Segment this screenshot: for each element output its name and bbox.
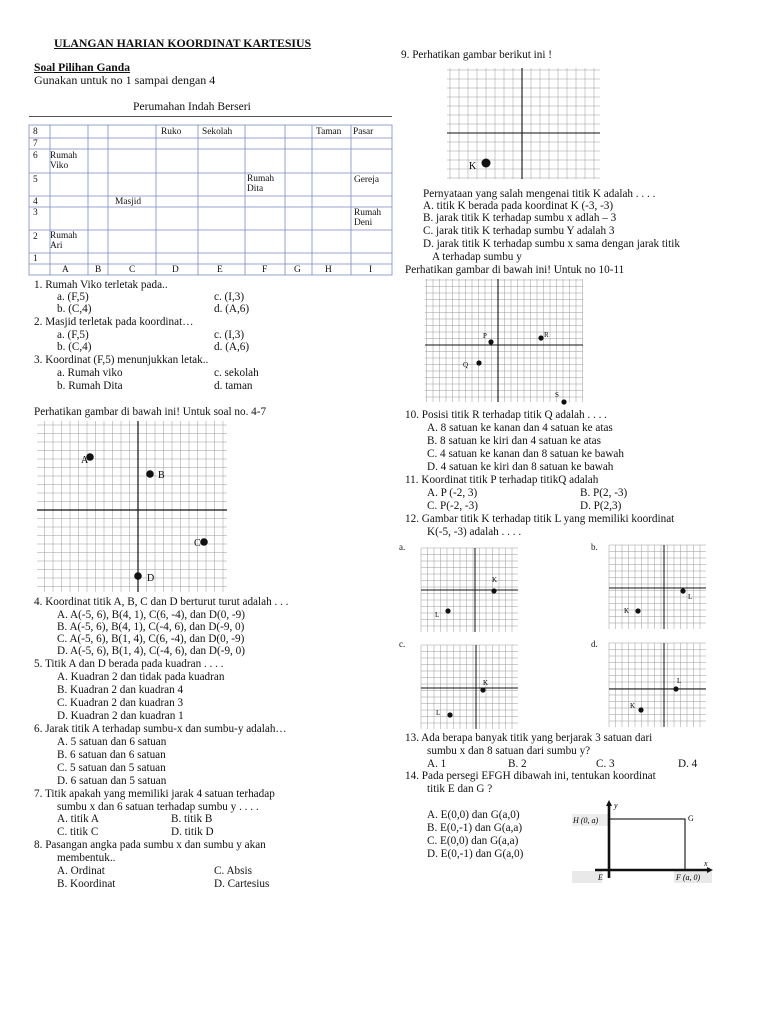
col-label-a: A [62, 265, 69, 275]
q9-option-a: A. titik K berada pada koordinat K (-3, -3) [423, 200, 614, 212]
q12-graph-b [609, 545, 706, 629]
row-label-6: 6 [33, 151, 38, 161]
q8-option-d: D. Cartesius [214, 878, 270, 890]
q1-option-a: a. (F,5) [57, 291, 89, 303]
row-label-8: 8 [33, 127, 38, 137]
q7-option-d: D. titik D [171, 826, 214, 838]
q13-stem-cont: sumbu x dan 8 satuan dari sumbu y? [427, 745, 591, 757]
q12-label-c: c. [399, 639, 406, 649]
row-label-3: 3 [33, 208, 38, 218]
q13-stem: 13. Ada berapa banyak titik yang berjarak 3 satuan dari [405, 732, 653, 744]
q7-option-b: B. titik B [171, 813, 213, 825]
place-rumah-viko: Rumah Viko [50, 151, 78, 171]
col-label-h: H [325, 265, 332, 275]
q13-option-b: B. 2 [508, 758, 527, 770]
q12-graph-a [421, 548, 518, 632]
q2-stem: 2. Masjid terletak pada koordinat… [34, 316, 194, 328]
row-label-1: 1 [33, 254, 38, 264]
q7-option-c: C. titik C [57, 826, 99, 838]
row-label-5: 5 [33, 175, 38, 185]
q2-option-a: a. (F,5) [57, 329, 89, 341]
q3-option-b: b. Rumah Dita [57, 380, 123, 392]
q6-option-a: A. 5 satuan dan 6 satuan [57, 736, 167, 748]
point-r [538, 335, 543, 340]
q9-option-d-cont: A terhadap sumbu y [432, 251, 522, 263]
q7-stem-cont: sumbu x dan 6 satuan terhadap sumbu y . . . . [57, 801, 259, 813]
q1-option-b: b. (C,4) [57, 303, 92, 315]
q9-option-c: C. jarak titik K terhadap sumbu Y adalah 3 [423, 225, 615, 237]
point-s [561, 399, 566, 404]
q6-option-d: D. 6 satuan dan 5 satuan [57, 775, 167, 787]
label-p: P [483, 332, 487, 340]
place-rumah-dita: Rumah Dita [247, 174, 275, 194]
coordinate-graph-abcd [37, 421, 227, 592]
q8-option-a: A. Ordinat [57, 865, 105, 877]
q9-option-d: D. jarak titik K terhadap sumbu x sama dengan jarak titik [423, 238, 680, 250]
label-h: H (0, a) [573, 816, 599, 825]
row-label-7: 7 [33, 139, 38, 149]
q14-option-a: A. E(0,0) dan G(a,0) [427, 809, 520, 821]
q2-option-b: b. (C,4) [57, 341, 92, 353]
q10-stem: 10. Posisi titik R terhadap titik Q adalah . . . . [405, 409, 607, 421]
q2-option-c: c. (I,3) [214, 329, 245, 341]
place-pasar: Pasar [353, 127, 374, 137]
coordinate-graph-pqrs [425, 279, 583, 402]
label-l: L [435, 611, 440, 619]
label-k: K [469, 161, 477, 172]
q5-option-c: C. Kuadran 2 dan kuadran 3 [57, 697, 184, 709]
q4-option-c: C. A(-5, 6), B(1, 4), C(6, -4), dan D(0, -9) [57, 633, 245, 645]
q4-option-d: D. A(-5, 6), B(1, 4), C(-4, 6), dan D(-9, 0) [57, 645, 245, 657]
q9-option-b: B. jarak titik K terhadap sumbu x adlah – 3 [423, 212, 617, 224]
q8-stem-cont: membentuk.. [57, 852, 116, 864]
q2-option-d: d. (A,6) [214, 341, 250, 353]
point-k [480, 687, 485, 692]
label-a: A [81, 455, 89, 466]
label-k: K [630, 702, 636, 710]
q9-prompt: Pernyataan yang salah mengenai titik K adalah . . . . [423, 188, 656, 200]
q7-option-a: A. titik A [57, 813, 99, 825]
q7-stem: 7. Titik apakah yang memiliki jarak 4 satuan terhadap [34, 788, 275, 800]
q1-option-d: d. (A,6) [214, 303, 250, 315]
q12-graph-d [609, 643, 706, 727]
label-b: B [158, 470, 165, 481]
q9-stem: 9. Perhatikan gambar berikut ini ! [401, 49, 552, 61]
q4-option-b: B. A(-5, 6), B(4, 1), C(-4, 6), dan D(-9, 0) [57, 621, 245, 633]
label-y: y [614, 801, 618, 810]
q3-option-c: c. sekolah [214, 367, 259, 379]
q4-option-a: A. A(-5, 6), B(4, 1), C(6, -4), dan D(0, -9) [57, 609, 245, 621]
col-label-b: B [95, 265, 102, 275]
label-x: x [704, 859, 708, 868]
point-c [200, 538, 208, 546]
q8-option-c: C. Absis [214, 865, 252, 877]
point-l [673, 686, 678, 691]
q3-option-a: a. Rumah viko [57, 367, 123, 379]
label-r: R [544, 331, 549, 339]
place-ruko: Ruko [161, 127, 182, 137]
place-sekolah: Sekolah [202, 127, 233, 137]
section-heading: Soal Pilihan Ganda [34, 61, 131, 74]
q5-option-a: A. Kuadran 2 dan tidak pada kuadran [57, 671, 225, 683]
point-p [488, 339, 493, 344]
place-taman: Taman [316, 127, 342, 137]
point-l [680, 588, 685, 593]
q6-option-c: C. 5 satuan dan 5 satuan [57, 762, 166, 774]
q13-option-c: C. 3 [596, 758, 615, 770]
col-label-e: E [217, 265, 223, 275]
q8-option-b: B. Koordinat [57, 878, 116, 890]
q11-option-d: D. P(2,3) [580, 500, 622, 512]
place-masjid: Masjid [115, 197, 142, 207]
q12-stem: 12. Gambar titik K terhadap titik L yang memiliki koordinat [405, 513, 675, 525]
square-efgh-figure [570, 798, 715, 888]
q4-stem: 4. Koordinat titik A, B, C dan D berturut turut adalah . . . [34, 596, 289, 608]
label-k: K [492, 576, 498, 584]
q6-stem: 6. Jarak titik A terhadap sumbu-x dan sumbu-y adalah… [34, 723, 287, 735]
q14-stem-cont: titik E dan G ? [427, 783, 493, 795]
point-q [476, 360, 481, 365]
label-e: E [598, 873, 603, 882]
col-label-g: G [294, 265, 301, 275]
q14-option-b: B. E(0,-1) dan G(a,a) [427, 822, 523, 834]
col-label-c: C [129, 265, 136, 275]
label-k: K [624, 607, 630, 615]
label-l: L [436, 709, 441, 717]
q5-option-d: D. Kuadran 2 dan kuadran 1 [57, 710, 184, 722]
q5-stem: 5. Titik A dan D berada pada kuadran . . . . [34, 658, 224, 670]
point-b [146, 470, 154, 478]
row-label-2: 2 [33, 232, 38, 242]
row-label-4: 4 [33, 197, 38, 207]
point-k [482, 159, 491, 168]
q13-option-a: A. 1 [427, 758, 447, 770]
caption-underline [29, 116, 392, 117]
q8-stem: 8. Pasangan angka pada sumbu x dan sumbu y akan [34, 839, 266, 851]
coordinate-graph-k [447, 68, 600, 179]
q10-option-d: D. 4 satuan ke kiri dan 8 satuan ke bawah [427, 461, 614, 473]
q11-option-a: A. P (-2, 3) [427, 487, 478, 499]
point-k [638, 707, 643, 712]
label-c: C [194, 538, 201, 549]
q11-stem: 11. Koordinat titik P terhadap titikQ adalah [405, 474, 599, 486]
label-q: Q [463, 361, 469, 369]
col-label-d: D [172, 265, 179, 275]
table-caption: Perumahan Indah Berseri [133, 100, 251, 113]
q14-option-d: D. E(0,-1) dan G(a,0) [427, 848, 524, 860]
place-rumah-deni: Rumah Deni [354, 208, 382, 228]
point-k [635, 608, 640, 613]
square-efgh [609, 819, 685, 870]
place-rumah-ari: Rumah Ari [50, 231, 78, 251]
q12-label-a: a. [399, 542, 406, 552]
label-l: L [677, 677, 682, 685]
housing-map-grid [29, 125, 392, 275]
q12-stem-cont: K(-5, -3) adalah . . . . [427, 526, 522, 538]
page-title: ULANGAN HARIAN KOORDINAT KARTESIUS [54, 36, 312, 50]
point-l [447, 712, 452, 717]
col-label-f: F [262, 265, 268, 275]
label-k: K [483, 679, 489, 687]
q14-option-c: C. E(0,0) dan G(a,a) [427, 835, 519, 847]
q13-option-d: D. 4 [678, 758, 698, 770]
label-d: D [147, 573, 155, 584]
q11-option-c: C. P(-2, -3) [427, 500, 478, 512]
q3-option-d: d. taman [214, 380, 253, 392]
q10-option-b: B. 8 satuan ke kiri dan 4 satuan ke atas [427, 435, 601, 447]
intro-10-11: Perhatikan gambar di bawah ini! Untuk no 10-11 [405, 264, 625, 276]
instruction-text: Gunakan untuk no 1 sampai dengan 4 [34, 73, 216, 87]
point-d [134, 572, 142, 580]
label-g: G [688, 814, 694, 823]
col-label-i: I [369, 265, 373, 275]
q3-stem: 3. Koordinat (F,5) menunjukkan letak.. [34, 354, 209, 366]
label-l: L [688, 593, 693, 601]
label-f: F (a, 0) [676, 873, 701, 882]
point-l [445, 608, 450, 613]
point-k [491, 588, 496, 593]
q1-option-c: c. (I,3) [214, 291, 245, 303]
label-s: S [555, 391, 559, 399]
q11-option-b: B. P(2, -3) [580, 487, 628, 499]
q10-option-a: A. 8 satuan ke kanan dan 4 satuan ke atas [427, 422, 613, 434]
q1-stem: 1. Rumah Viko terletak pada.. [34, 279, 168, 291]
q5-option-b: B. Kuadran 2 dan kuadran 4 [57, 684, 184, 696]
q12-graph-c [421, 645, 518, 729]
intro-4-7: Perhatikan gambar di bawah ini! Untuk soal no. 4-7 [34, 406, 267, 418]
q12-label-d: d. [591, 639, 598, 649]
q14-stem: 14. Pada persegi EFGH dibawah ini, tentukan koordinat [405, 770, 656, 782]
q12-label-b: b. [591, 542, 598, 552]
q10-option-c: C. 4 satuan ke kanan dan 8 satuan ke bawah [427, 448, 624, 460]
q6-option-b: B. 6 satuan dan 6 satuan [57, 749, 166, 761]
place-gereja: Gereja [354, 175, 379, 185]
